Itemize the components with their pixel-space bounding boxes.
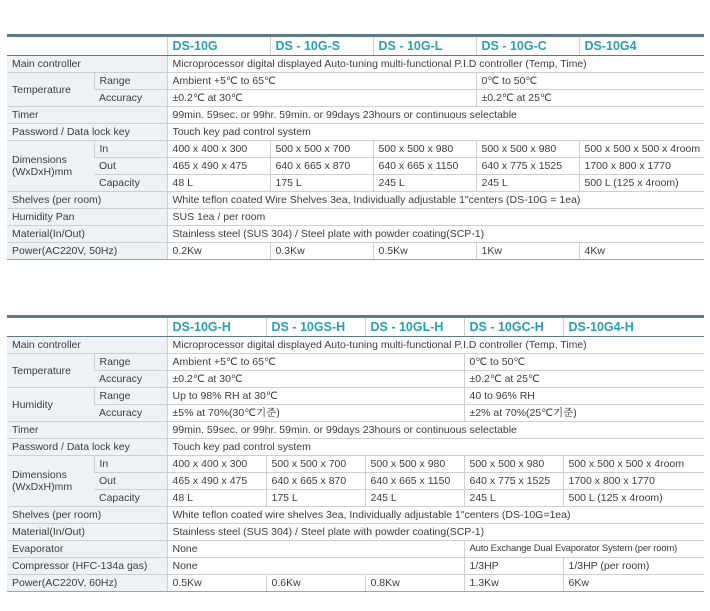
row-dimensions-capacity [7, 175, 704, 192]
row-label: Shelves (per room) [7, 192, 167, 209]
row-humidity-range [7, 388, 704, 405]
row-value: Touch key pad control system [167, 439, 704, 456]
row-label: Power(AC220V, 50Hz) [7, 243, 167, 260]
cell: 400 x 400 x 300 [167, 141, 270, 158]
model-header-row [7, 317, 704, 337]
row-label: Temperature [7, 73, 94, 107]
cell: 1.3Kw [464, 575, 563, 592]
cell: 640 x 775 x 1525 [476, 158, 579, 175]
cell: 640 x 665 x 870 [266, 473, 365, 490]
sub-label: Accuracy [94, 405, 167, 422]
row-value: 99min. 59sec. or 99hr. 59min. or 99days 23hours or continuous selectable [167, 107, 704, 124]
row-material [7, 226, 704, 243]
cell: 640 x 775 x 1525 [464, 473, 563, 490]
cell: ±0.2℃ at 30℃ [167, 90, 476, 107]
cell: 245 L [476, 175, 579, 192]
row-password [7, 124, 704, 141]
row-label-dimensions [7, 456, 94, 507]
cell: 0.5Kw [167, 575, 266, 592]
cell: Ambient +5℃ to 65℃ [167, 73, 476, 90]
cell: 500 x 500 x 980 [464, 456, 563, 473]
sub-label: Accuracy [94, 371, 167, 388]
cell: 500 x 500 x 980 [365, 456, 464, 473]
cell: 500 x 500 x 700 [270, 141, 373, 158]
row-evaporator [7, 541, 704, 558]
cell: 48 L [167, 490, 266, 507]
cell: 640 x 665 x 1150 [365, 473, 464, 490]
sub-label: Range [94, 73, 167, 90]
cell: 175 L [270, 175, 373, 192]
cell: 0.6Kw [266, 575, 365, 592]
cell: 400 x 400 x 300 [167, 456, 266, 473]
row-power [7, 575, 704, 592]
dimensions-label: Dimensions [12, 154, 67, 166]
cell: ±0.2℃ at 30℃ [167, 371, 464, 388]
cell: Ambient +5℃ to 65℃ [167, 354, 464, 371]
cell: 0℃ to 50℃ [476, 73, 704, 90]
cell: 4Kw [579, 243, 704, 260]
sub-label: Out [94, 473, 167, 490]
cell: 245 L [464, 490, 563, 507]
cell: 40 to 96% RH [464, 388, 704, 405]
cell: 500 L (125 x 4room) [579, 175, 704, 192]
model-name: DS-10G4-H [563, 317, 704, 337]
row-temperature-range [7, 73, 704, 90]
row-value: SUS 1ea / per room [167, 209, 704, 226]
row-value: 99min. 59sec. or 99hr. 59min. or 99days 23hours or continuous selectable [167, 422, 704, 439]
row-label: Material(In/Out) [7, 226, 167, 243]
row-value: Microprocessor digital displayed Auto-tuning multi-functional P.I.D controller (Temp, Time) [167, 56, 704, 73]
cell: 640 x 665 x 870 [270, 158, 373, 175]
header-blank [7, 36, 167, 56]
cell: 1700 x 800 x 1770 [579, 158, 704, 175]
cell: 500 x 500 x 700 [266, 456, 365, 473]
row-temperature-accuracy [7, 371, 704, 388]
model-name: DS - 10GC-H [464, 317, 563, 337]
dimensions-label: Dimensions [12, 469, 67, 481]
cell: ±2% at 70%(25℃기준) [464, 405, 704, 422]
row-main-controller [7, 337, 704, 354]
row-value: White teflon coated Wire Shelves 3ea, Individually adjustable 1"centers (DS-10G = 1ea) [167, 192, 704, 209]
cell: 0.2Kw [167, 243, 270, 260]
row-label: Humidity Pan [7, 209, 167, 226]
dimensions-unit: (WxDxH)mm [12, 481, 73, 493]
row-dimensions-capacity [7, 490, 704, 507]
cell: 500 x 500 x 500 x 4room [563, 456, 704, 473]
cell: Auto Exchange Dual Evaporator System (per room) [464, 541, 704, 558]
row-value: Touch key pad control system [167, 124, 704, 141]
cell: ±0.2℃ at 25℃ [464, 371, 704, 388]
model-name: DS-10G-H [167, 317, 266, 337]
sub-label: In [94, 141, 167, 158]
dimensions-unit: (WxDxH)mm [12, 166, 73, 178]
row-password [7, 439, 704, 456]
model-name: DS - 10GL-H [365, 317, 464, 337]
cell: 0℃ to 50℃ [464, 354, 704, 371]
row-value: White teflon coated wire shelves 3ea, Individually adjustable 1"centers (DS-10G=1ea) [167, 507, 704, 524]
row-power [7, 243, 704, 260]
model-name: DS - 10G-C [476, 36, 579, 56]
row-label: Timer [7, 107, 167, 124]
model-name: DS - 10GS-H [266, 317, 365, 337]
cell: 0.8Kw [365, 575, 464, 592]
cell: 500 L (125 x 4room) [563, 490, 704, 507]
row-label: Timer [7, 422, 167, 439]
cell: 6Kw [563, 575, 704, 592]
cell: 245 L [373, 175, 476, 192]
row-humidity-accuracy [7, 405, 704, 422]
model-name: DS-10G [167, 36, 270, 56]
row-temperature-range [7, 354, 704, 371]
cell: 500 x 500 x 980 [373, 141, 476, 158]
sub-label: Out [94, 158, 167, 175]
row-label: Main controller [7, 56, 167, 73]
row-label: Password / Data lock key [7, 439, 167, 456]
row-compressor [7, 558, 704, 575]
cell: 48 L [167, 175, 270, 192]
spec-table-humidity [7, 315, 704, 592]
row-dimensions-in [7, 141, 704, 158]
row-label: Power(AC220V, 60Hz) [7, 575, 167, 592]
cell: 500 x 500 x 500 x 4room [579, 141, 704, 158]
row-timer [7, 107, 704, 124]
model-header-row [7, 36, 704, 56]
row-shelves [7, 507, 704, 524]
row-label-dimensions [7, 141, 94, 192]
header-blank [7, 317, 167, 337]
cell: 1700 x 800 x 1770 [563, 473, 704, 490]
row-timer [7, 422, 704, 439]
model-name: DS-10G4 [579, 36, 704, 56]
row-value: Stainless steel (SUS 304) / Steel plate with powder coating(SCP-1) [167, 226, 704, 243]
cell: 465 x 490 x 475 [167, 473, 266, 490]
sub-label: Capacity [94, 490, 167, 507]
row-value: Stainless steel (SUS 304) / Steel plate with powder coating(SCP-1) [167, 524, 704, 541]
cell: 640 x 665 x 1150 [373, 158, 476, 175]
cell: 175 L [266, 490, 365, 507]
cell: 1/3HP [464, 558, 563, 575]
cell: 0.3Kw [270, 243, 373, 260]
row-temperature-accuracy [7, 90, 704, 107]
cell: None [167, 558, 464, 575]
row-label: Temperature [7, 354, 94, 388]
cell: 1/3HP (per room) [563, 558, 704, 575]
sub-label: Range [94, 388, 167, 405]
row-label: Evaporator [7, 541, 167, 558]
sub-label: In [94, 456, 167, 473]
sub-label: Accuracy [94, 90, 167, 107]
cell: ±0.2℃ at 25℃ [476, 90, 704, 107]
row-label: Humidity [7, 388, 94, 422]
row-label: Compressor (HFC-134a gas) [7, 558, 167, 575]
row-dimensions-out [7, 158, 704, 175]
sub-label: Range [94, 354, 167, 371]
row-label: Shelves (per room) [7, 507, 167, 524]
row-value: Microprocessor digital displayed Auto-tuning multi-functional P.I.D controller (Temp, Time) [167, 337, 704, 354]
row-label: Password / Data lock key [7, 124, 167, 141]
model-name: DS - 10G-L [373, 36, 476, 56]
row-label: Main controller [7, 337, 167, 354]
cell: 500 x 500 x 980 [476, 141, 579, 158]
row-label: Material(In/Out) [7, 524, 167, 541]
row-humidity-pan [7, 209, 704, 226]
cell: Up to 98% RH at 30℃ [167, 388, 464, 405]
sub-label: Capacity [94, 175, 167, 192]
row-dimensions-in [7, 456, 704, 473]
cell: 465 x 490 x 475 [167, 158, 270, 175]
cell: 1Kw [476, 243, 579, 260]
cell: 0.5Kw [373, 243, 476, 260]
spec-table-standard [7, 34, 704, 260]
cell: ±5% at 70%(30℃기준) [167, 405, 464, 422]
model-name: DS - 10G-S [270, 36, 373, 56]
row-material [7, 524, 704, 541]
cell: None [167, 541, 464, 558]
row-dimensions-out [7, 473, 704, 490]
row-shelves [7, 192, 704, 209]
row-main-controller [7, 56, 704, 73]
cell: 245 L [365, 490, 464, 507]
